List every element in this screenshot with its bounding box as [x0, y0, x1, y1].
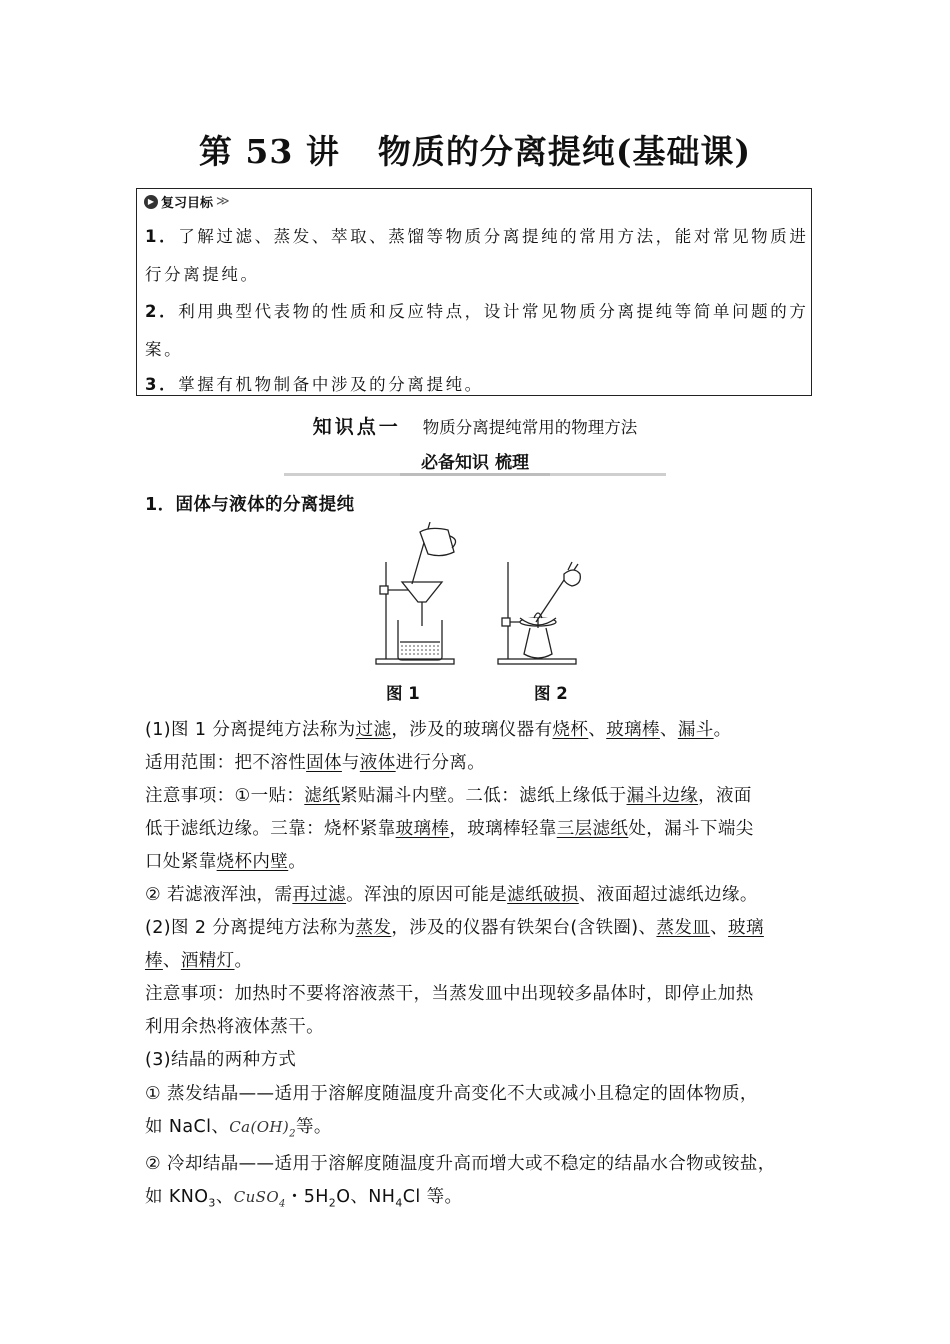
section-title: 必备知识 梳理 [421, 453, 529, 473]
knowledge-point-header [0, 412, 950, 439]
review-goals-header [144, 192, 230, 211]
paragraph-evaporation-notes-line2: 利用余热将液体蒸干。 [145, 1017, 324, 1037]
page-title [0, 126, 950, 173]
apparatus-figure [368, 522, 588, 667]
paragraph-notes-line3: 口处紧靠烧杯内壁。 [145, 852, 307, 872]
knowledge-point-title: 物质分离提纯常用的物理方法 [422, 418, 638, 437]
play-icon: ▶ [144, 195, 158, 209]
goal-line: 案。 [145, 340, 184, 359]
knowledge-point-label: 知识点一 [312, 416, 401, 438]
paragraph-cooling-example: 如 $KNO_3$、CuSO$_4$・$5H_2O$、$NH_4Cl$ 等。 [145, 1187, 463, 1210]
paragraph-scope: 适用范围：把不溶性固体与液体进行分离。 [145, 753, 486, 773]
paragraph-notes-line1: 注意事项：①一贴：滤纸紧贴漏斗内壁。二低：滤纸上缘低于漏斗边缘，液面 [145, 786, 752, 806]
review-goals-box [136, 188, 812, 396]
evaporation-apparatus-illustration [498, 562, 580, 664]
paragraph-evaporation-line1: (2)图 2 分离提纯方法称为蒸发，涉及的仪器有铁架台(含铁圈)、蒸发皿、玻璃 [145, 918, 764, 938]
paragraph-notes-line2: 低于滤纸边缘。三靠：烧杯紧靠玻璃棒，玻璃棒轻靠三层滤纸处，漏斗下端尖 [145, 819, 754, 839]
section-divider-left [284, 473, 400, 476]
filtration-apparatus-illustration [376, 522, 456, 664]
review-goals-title: 复习目标 [161, 196, 214, 211]
paragraph-filtration: (1)图 1 分离提纯方法称为过滤，涉及的玻璃仪器有烧杯、玻璃棒、漏斗。 [145, 720, 732, 740]
double-chevron-icon: ≫ [216, 194, 230, 209]
paragraph-evaporative-crystallization: ① 蒸发结晶——适用于溶解度随温度升高变化不大或减小且稳定的固体物质， [145, 1084, 758, 1104]
goal-line: 1．了解过滤、蒸发、萃取、蒸馏等物质分离提纯的常用方法，能对常见物质进 [145, 227, 809, 246]
lecture-name: 物质的分离提纯(基础课) [377, 132, 752, 171]
paragraph-cooling-crystallization: ② 冷却结晶——适用于溶解度随温度升高而增大或不稳定的结晶水合物或铵盐， [145, 1154, 776, 1174]
figure1-caption: 图 1 [386, 684, 420, 703]
heading-solid-liquid: 1．固体与液体的分离提纯 [145, 495, 355, 515]
figure2-caption: 图 2 [534, 684, 568, 703]
paragraph-evaporation-notes-line1: 注意事项：加热时不要将溶液蒸干，当蒸发皿中出现较多晶体时，即停止加热 [145, 984, 754, 1004]
goal-line: 行分离提纯。 [145, 265, 260, 284]
paragraph-crystallization-heading: (3)结晶的两种方式 [145, 1050, 297, 1070]
lecture-number: 第 53 讲 [198, 132, 340, 171]
paragraph-turbid: ② 若滤液浑浊，需再过滤。浑浊的原因可能是滤纸破损、液面超过滤纸边缘。 [145, 885, 758, 905]
section-divider-right [550, 473, 666, 476]
paragraph-evaporative-example: 如 NaCl、$Ca(OH)_2$等。 [145, 1117, 332, 1140]
section-divider-middle [400, 473, 550, 476]
goal-line: 3．掌握有机物制备中涉及的分离提纯。 [145, 375, 484, 394]
goal-line: 2．利用典型代表物的性质和反应特点，设计常见物质分离提纯等简单问题的方 [145, 302, 809, 321]
paragraph-evaporation-line2: 棒、酒精灯。 [145, 951, 253, 971]
